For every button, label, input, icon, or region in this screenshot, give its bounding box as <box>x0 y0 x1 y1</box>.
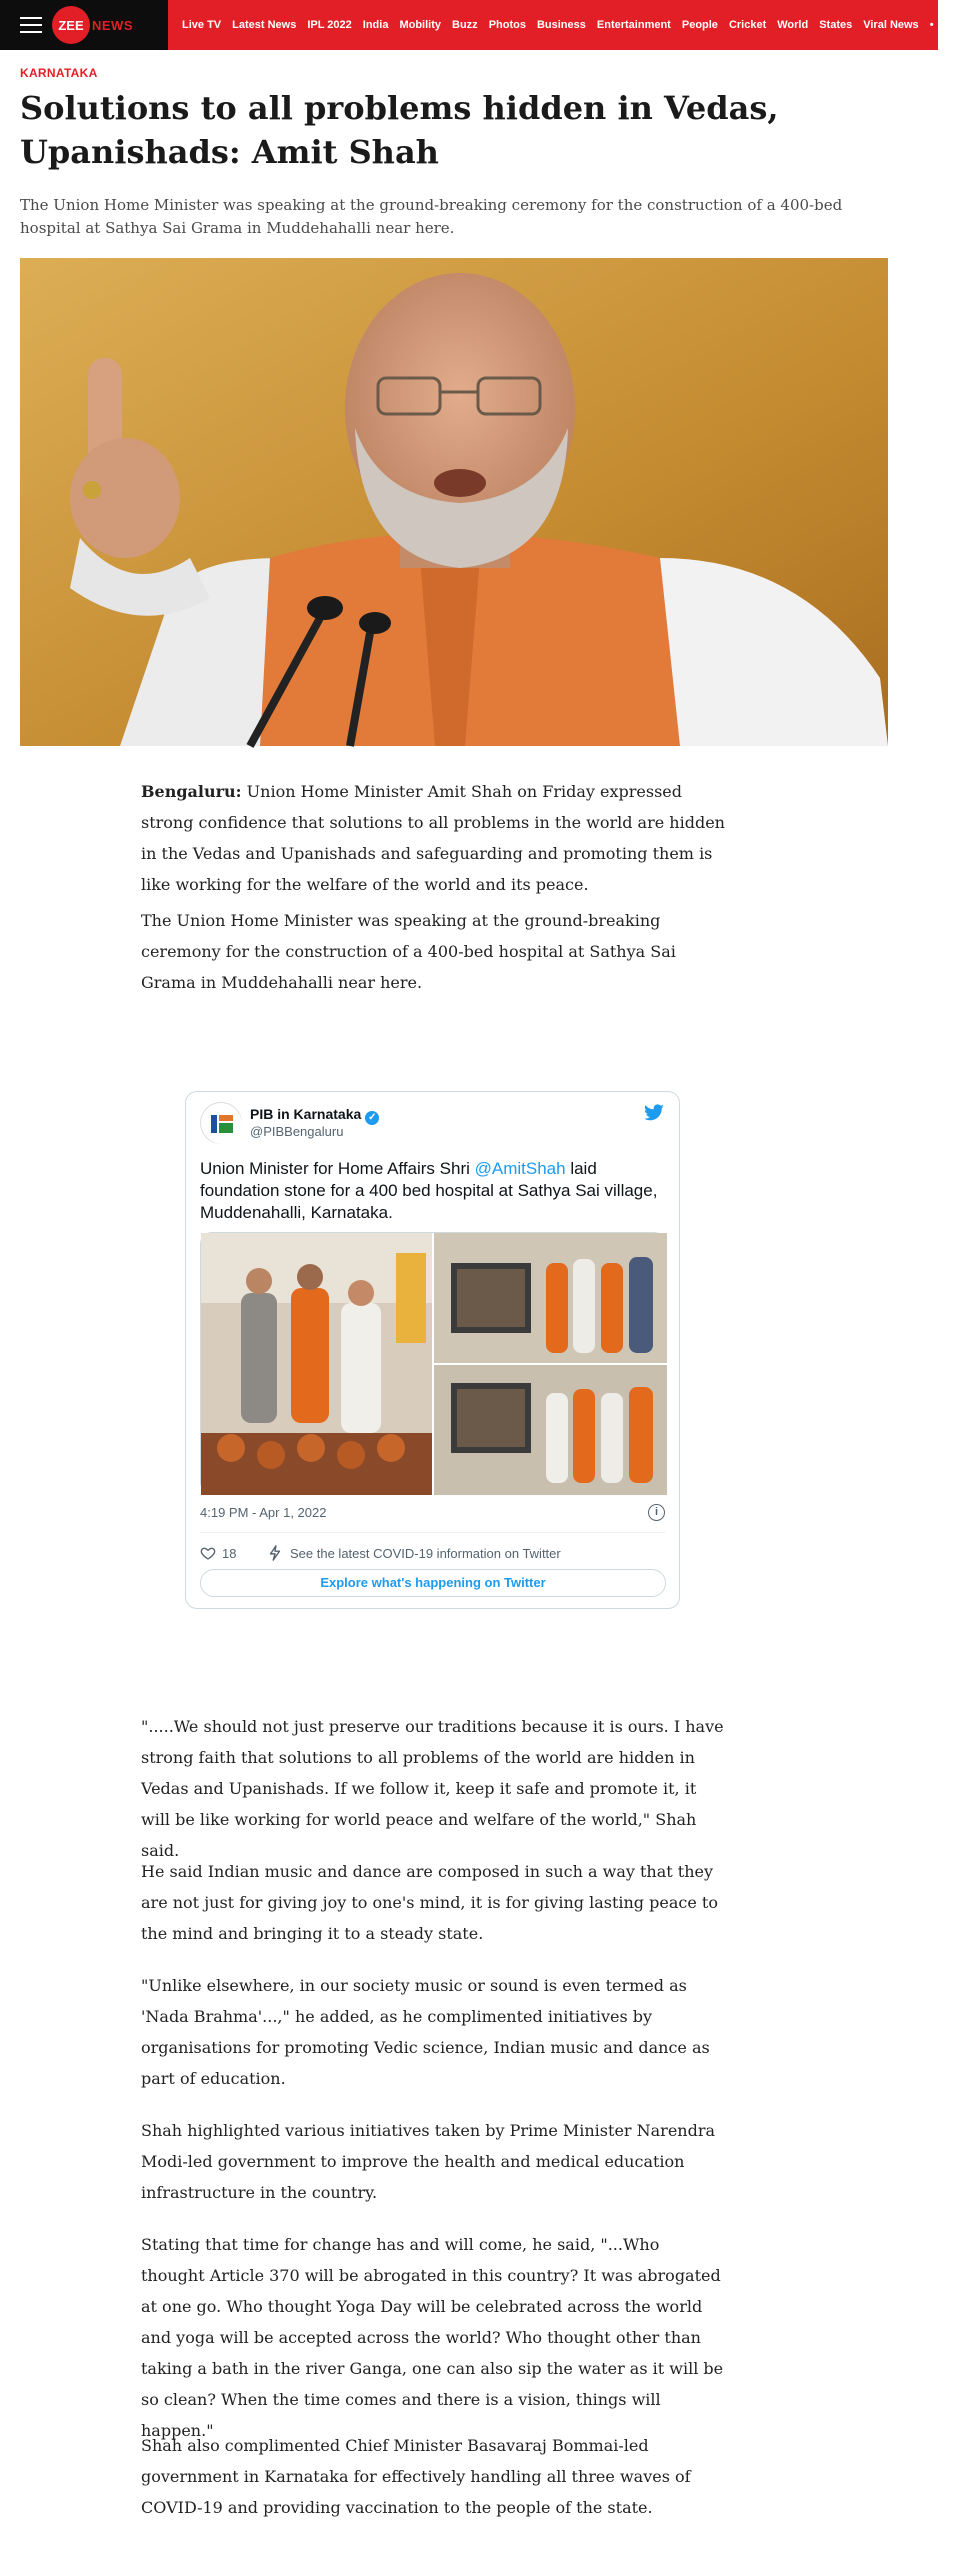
hamburger-menu-icon[interactable] <box>20 17 42 33</box>
tweet-author-name[interactable] <box>250 1106 379 1125</box>
category-link[interactable]: KARNATAKA <box>20 66 98 80</box>
main-nav <box>182 0 968 50</box>
author-name-text: PIB in Karnataka <box>250 1106 362 1122</box>
article-paragraph-7: Stating that time for change has and will come, he said, "...Who thought Article 370 will be abrogated in this country? It was abrogated at one go. Who thought Yoga Day will be celebrated across the world and yoga will be accepted across the world? Who thought other than taking a bath in the river Ganga, one can also sip the water as it will be so clean? When the time comes and there is a vision, things will happen." <box>141 2235 724 2440</box>
article-paragraph-2: The Union Home Minister was speaking at the ground-breaking ceremony for the construction of a 400-bed hospital at Sathya Sai Grama in Muddehahalli near here. <box>141 911 676 992</box>
tweet-divider <box>200 1532 666 1533</box>
nav-item-latest-news[interactable]: Latest News <box>232 19 297 31</box>
nav-item-people[interactable]: People <box>681 19 718 31</box>
lightning-icon <box>268 1545 282 1561</box>
nav-item-world[interactable]: World <box>777 19 809 31</box>
covid-info-text: See the latest COVID-19 information on Twitter <box>290 1545 561 1561</box>
paragraph-text: Union Home Minister Amit Shah on Friday expressed strong confidence that solutions to all problems in the world are hidden in the Vedas and Upanishads and safeguarding and promoting them is like working for the welfare of the world and its peace. <box>141 782 725 894</box>
article-paragraph-3: ".....We should not just preserve our traditions because it is ours. I have strong faith that solutions to all problems of the world are hidden in Vedas and Upanishads. If we follow it, keep it safe and promote it, it will be like working for world peace and welfare of the world," Shah said. <box>141 1717 724 1860</box>
explore-twitter-button[interactable]: Explore what's happening on Twitter <box>200 1569 666 1597</box>
nav-item-entertainment[interactable]: Entertainment <box>596 19 671 31</box>
article-paragraph-1 <box>141 776 726 900</box>
more-menu-icon[interactable]: • • • <box>929 19 958 31</box>
tweet-text-part: Union Minister for Home Affairs Shri <box>200 1159 475 1178</box>
nav-item-states[interactable]: States <box>819 19 853 31</box>
article-paragraph-6: Shah highlighted various initiatives taken by Prime Minister Narendra Modi-led government to improve the health and medical education infrastructure in the country. <box>141 2121 716 2202</box>
nav-item-mobility[interactable]: Mobility <box>399 19 442 31</box>
info-icon[interactable]: i <box>648 1504 665 1521</box>
nav-brand-area <box>0 0 168 50</box>
tweet-avatar[interactable] <box>200 1102 242 1144</box>
article-paragraph-8: Shah also complimented Chief Minister Basavaraj Bommai-led government in Karnataka for effectively handling all three waves of COVID-19 and providing vaccination to the people of the state. <box>141 2436 691 2517</box>
tweet-text-part: laid foundation stone for a 400 bed hospital at Sathya Sai village, Muddenahalli, Karnataka. <box>200 1159 658 1222</box>
nav-item-buzz[interactable]: Buzz <box>452 19 478 31</box>
nav-item-india[interactable]: India <box>362 19 389 31</box>
nav-item-live-tv[interactable]: Live TV <box>182 19 222 31</box>
like-count: 18 <box>222 1545 237 1561</box>
heart-icon <box>200 1545 216 1561</box>
like-button[interactable] <box>200 1545 236 1561</box>
tweet-text <box>200 1158 660 1224</box>
logo-mark: ZEE <box>52 6 90 44</box>
nav-item-cricket[interactable]: Cricket <box>728 19 767 31</box>
covid-info-link[interactable] <box>268 1545 561 1561</box>
hero-image <box>20 258 888 746</box>
tweet-timestamp[interactable]: 4:19 PM - Apr 1, 2022 <box>200 1505 327 1520</box>
article-paragraph-5: "Unlike elsewhere, in our society music or sound is even termed as 'Nada Brahma'...," he added, as he complimented initiatives by organisations for promoting Vedic science, Indian music and dance as part of education. <box>141 1976 710 2088</box>
article-headline: Solutions to all problems hidden in Vedas, Upanishads: Amit Shah <box>20 89 779 171</box>
tweet-mention-link[interactable]: @AmitShah <box>474 1159 566 1178</box>
embedded-tweet[interactable] <box>185 1091 680 1609</box>
nav-item-business[interactable]: Business <box>536 19 586 31</box>
logo-wordmark: NEWS <box>92 17 133 33</box>
top-navbar <box>0 0 958 50</box>
article-paragraph-4: He said Indian music and dance are composed in such a way that they are not just for giving joy to one's mind, it is for giving lasting peace to the mind and bringing it to a steady state. <box>141 1862 718 1943</box>
nav-item-ipl-2022[interactable]: IPL 2022 <box>307 19 352 31</box>
nav-item-viral-news[interactable]: Viral News <box>863 19 919 31</box>
site-logo[interactable] <box>52 6 133 44</box>
nav-item-photos[interactable]: Photos <box>488 19 526 31</box>
twitter-bird-icon[interactable] <box>643 1104 665 1122</box>
tweet-photo-grid[interactable] <box>200 1232 666 1494</box>
tweet-author-handle[interactable]: @PIBBengaluru <box>250 1124 344 1139</box>
article-summary: The Union Home Minister was speaking at the ground-breaking ceremony for the construction of a 400-bed hospital at Sathya Sai Grama in Muddehahalli near here. <box>20 196 843 237</box>
article-dateline: Bengaluru: <box>141 782 242 801</box>
verified-badge-icon: ✓ <box>365 1111 379 1125</box>
